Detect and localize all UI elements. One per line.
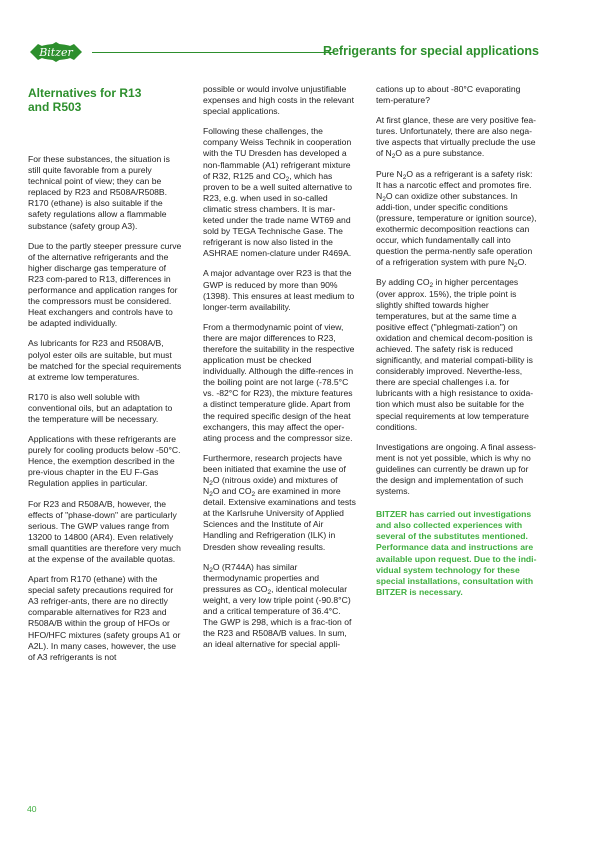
paragraph: R170 is also well soluble with conventional oils, but an adaptation to the temperature will be necessary. <box>28 391 173 424</box>
paragraph: possible or would involve unjustifiable expenses and high costs in the relevant special applications. <box>203 84 354 117</box>
column-2 <box>203 84 356 659</box>
paragraph: Applications with these refrigerants are purely for cooling products below -50°C. Hence, the exemption described in the pre-vious chapter in the EU F-Gas Regulation applies in particular. <box>28 434 181 489</box>
page-number: 40 <box>27 804 37 814</box>
column-3 <box>376 84 537 607</box>
paragraph: For these substances, the situation is still quite favorable from a purely technical point of view; they can be replaced by R23 and R508A/R508B. R170 (ethane) is also suitable if the safety regulations allow a flammable substance (safety group A3). <box>28 154 170 231</box>
page-header <box>0 0 595 70</box>
paragraph: cations up to about -80°C evaporating tem-perature? <box>376 84 521 106</box>
paragraph: Following these challenges, the company Weiss Technik in cooperation with the TU Dresden has developed a non-flammable (A1) refrigerant mixture of R32, R125 and $CO_2$, which has proven to be a well suited alternative to R23, e.g. when used in so-called climatic stress chambers. It is mar-keted under the trade name WT69 and sold by TEGA Technische Gase. The refrigerant is now also listed in the ASHRAE nomen-clature under R469A. <box>203 126 353 259</box>
header-rule <box>92 52 333 53</box>
paragraph: Apart from R170 (ethane) with the special safety precautions required for A3 refriger-ants, there are no directly comparable alternatives for R23 and R508A/B within the group of HFOs or HFO/HFC mixtures (safety groups A1 or A2L). In many cases, however, the use of A3 refrigerants is not <box>28 574 181 662</box>
article-title: Alternatives for R13 and R503 <box>28 86 142 114</box>
paragraph: Investigations are ongoing. A final assess-ment is not yet possible, which is why no guidelines can currently be drawn up for the design and implementation of such systems. <box>376 441 537 497</box>
section-title: Refrigerants for special applications <box>322 44 539 58</box>
bitzer-note: BITZER has carried out investigations and also collected experiences with several of the substitutes mentioned. Performance data and instructions are available upon request. Due to the indi-vidual system technology for these special installations, consultation with BITZER is necessary. <box>376 509 537 597</box>
paragraph: At first glance, these are very positive fea-tures. Unfortunately, there are also nega-tive aspects that virtually preclude the use of $N_2O$ as a pure substance. <box>376 115 537 161</box>
column-1 <box>28 86 182 672</box>
paragraph: As lubricants for R23 and R508A/B, polyol ester oils are suitable, but must be matched for the special requirements at extreme low temperatures. <box>28 338 182 382</box>
bitzer-logo <box>24 38 88 66</box>
paragraph: $N_2O$ (R744A) has similar thermodynamic properties and pressures as $CO_2$, identical molecular weight, a very low triple point (-90.8°C) and a critical temperature of 36.4°C. The GWP is 298, which is a frac-tion of the R23 and R508A/B values. In sum, an ideal alternative for special appli- <box>203 561 352 650</box>
paragraph: By adding $CO_2$ in higher percentages (over approx. 15%), the triple point is slightly shifted towards higher temperatures, but at the same time a positive effect ("phlegmati-zation") on oxidation and chemical decom-position is achieved. The safety risk is reduced significantly, and material compati-bility is considerably improved. Neverthe-less, there are special challenges i.a. for lubricants with a high resistance to oxida-tion which must also be suitable for the special requirements at low temperature conditions. <box>376 277 534 432</box>
paragraph: A major advantage over R23 is that the GWP is reduced by more than 90% (1398). This ensures at least medium to longer-term availability. <box>203 268 355 312</box>
paragraph: From a thermodynamic point of view, there are major differences to R23, therefore the suitability in the respective application must be checked individually. Although the diffe-rences in the boiling point are not large (-78.5°C vs. -82°C for R23), the mixture features a distinct temperature glide. Apart from the required specific design of the heat exchangers, this may affect the oper-ating process and the compressor size. <box>203 321 355 443</box>
paragraph: For R23 and R508A/B, however, the effects of "phase-down" are particularly serious. The GWP values range from 13200 to 14800 (AR4). Even relatively small quantities are therefore very much at the expense of the available quotas. <box>28 498 181 564</box>
paragraph: Pure $N_2O$ as a refrigerant is a safety risk: It has a narcotic effect and promotes fire. $N_2O$ can oxidize other substances. In addi-tion, under specific conditions (pressure, temperature or ignition source), exothermic decomposition reactions can occur, which fundamentally call into question the perma-nently safe operation of a refrigeration system with pure $N_2O$. <box>376 168 537 270</box>
svg-text:Bitzer: Bitzer <box>39 46 73 59</box>
paragraph: Due to the partly steeper pressure curve of the alternative refrigerants and the higher discharge gas temperature of R23 com-pared to R13, differences in performance and application ranges for the compressors must be considered. Heat exchangers and controls have to be adapted individually. <box>28 240 182 329</box>
paragraph: Furthermore, research projects have been initiated that examine the use of $N_2O$ (nitrous oxide) and mixtures of $N_2O$ and $CO_2$ are examined in more detail. Extensive examinations and tests at the Karlsruhe University of Applied Sciences and the Institute of Air Handling and Refrigeration (ILK) in Dresden show revealing results. <box>203 452 356 552</box>
